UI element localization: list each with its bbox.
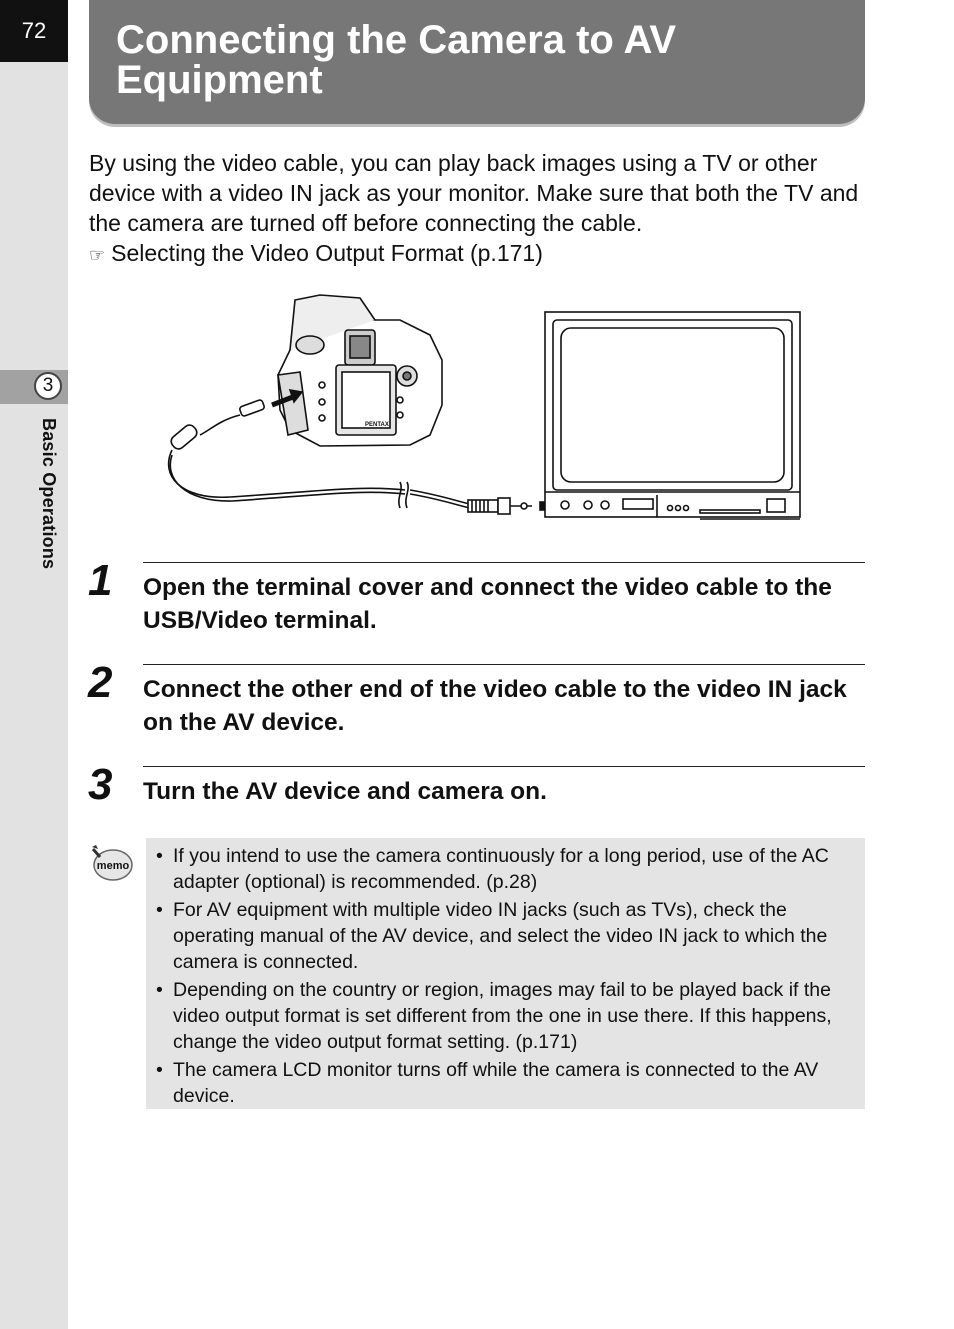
- memo-item: • For AV equipment with multiple video IN jacks (such as TVs), check the operating manual of the AV device, and select the video IN jack to which the camera is connected.: [156, 897, 853, 975]
- page-title: Connecting the Camera to AV Equipment: [116, 18, 677, 102]
- side-strip: [0, 0, 68, 1329]
- memo-box: [146, 838, 865, 1109]
- memo-item: • Depending on the country or region, images may fail to be played back if the video output format is set different from the one in use there. If this happens, change the video output format setting. (p.171): [156, 977, 853, 1055]
- memo-icon: [90, 843, 134, 883]
- step-1-number: 1: [88, 556, 113, 605]
- step-3-number: 3: [88, 760, 113, 809]
- intro-text: [89, 148, 864, 270]
- cross-reference-text: Selecting the Video Output Format (p.171): [111, 240, 543, 266]
- step-1-rule: [143, 562, 865, 563]
- camera-illustration: [272, 295, 442, 446]
- connection-illustration: [160, 290, 810, 525]
- chapter-number: 3: [34, 372, 62, 400]
- cross-reference: [89, 238, 864, 270]
- memo-item: • The camera LCD monitor turns off while the camera is connected to the AV device.: [156, 1057, 853, 1109]
- chapter-label: Basic Operations: [39, 418, 59, 570]
- step-2-rule: [143, 664, 865, 665]
- step-2-number: 2: [88, 658, 113, 707]
- memo-item: • If you intend to use the camera continuously for a long period, use of the AC adapter (optional) is recommended. (p.28): [156, 843, 853, 895]
- memo-icon-label: memo: [96, 860, 130, 872]
- intro-paragraph: By using the video cable, you can play back images using a TV or other device with a video IN jack as your monitor. Make sure that both the TV and the camera are turned off before connecting the cable.: [89, 150, 859, 236]
- camera-brand-label: PENTAX: [365, 422, 389, 428]
- step-2-text: Connect the other end of the video cable to the video IN jack on the AV device.: [143, 676, 847, 736]
- pointing-hand-icon: ☞: [89, 245, 106, 265]
- memo-list: [156, 843, 853, 1109]
- tv-illustration: [545, 312, 800, 519]
- step-3-rule: [143, 766, 865, 767]
- page-number: 72: [0, 0, 68, 62]
- step-1-text: Open the terminal cover and connect the video cable to the USB/Video terminal.: [143, 574, 832, 634]
- step-3-text: Turn the AV device and camera on.: [143, 778, 547, 805]
